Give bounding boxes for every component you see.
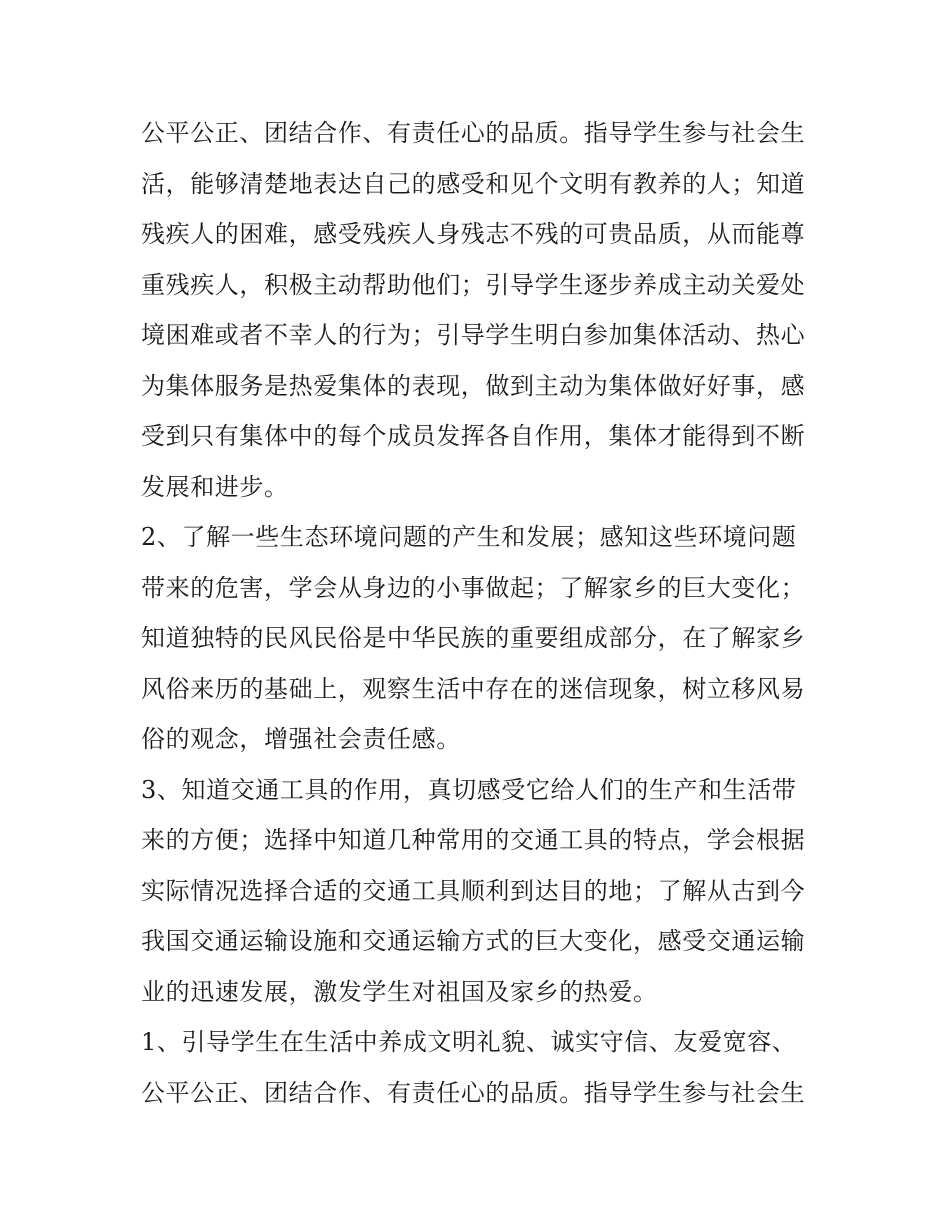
text-line: 公平公正、团结合作、有责任心的品质。指导学生参与社会生 <box>141 1078 806 1107</box>
text-line: 发展和进步。 <box>141 472 289 501</box>
text-line: 1、引导学生在生活中养成文明礼貌、诚实守信、友爱宽容、 <box>141 1028 797 1056</box>
text-line: 活，能够清楚地表达自己的感受和见个文明有教养的人；知道 <box>141 169 806 198</box>
text-line: 我国交通运输设施和交通运输方式的巨大变化，感受交通运输 <box>141 927 806 955</box>
text-line: 来的方便；选择中知道几种常用的交通工具的特点，学会根据 <box>141 826 806 854</box>
text-line: 境困难或者不幸人的行为；引导学生明白参加集体活动、热心 <box>141 321 806 349</box>
text-line: 重残疾人，积极主动帮助他们；引导学生逐步养成主动关爱处 <box>141 270 806 299</box>
text-line: 知道独特的民风民俗是中华民族的重要组成部分，在了解家乡 <box>141 624 806 652</box>
text-line: 实际情况选择合适的交通工具顺利到达目的地；了解从古到今 <box>141 876 806 905</box>
text-line: 为集体服务是热爱集体的表现，做到主动为集体做好好事，感 <box>141 371 806 400</box>
text-line: 俗的观念，增强社会责任感。 <box>141 725 461 753</box>
text-line: 风俗来历的基础上，观察生活中存在的迷信现象，树立移风易 <box>141 674 806 703</box>
text-line: 业的迅速发展，激发学生对祖国及家乡的热爱。 <box>141 977 658 1006</box>
text-line: 3、知道交通工具的作用，真切感受它给人们的生产和生活带 <box>141 775 797 804</box>
text-line: 带来的危害，学会从身边的小事做起；了解家乡的巨大变化； <box>141 573 806 602</box>
text-line: 受到只有集体中的每个成员发挥各自作用，集体才能得到不断 <box>141 422 806 450</box>
text-line: 2、了解一些生态环境问题的产生和发展；感知这些环境问题 <box>141 523 797 551</box>
text-line: 残疾人的困难，感受残疾人身残志不残的可贵品质，从而能尊 <box>141 220 806 248</box>
body-text <box>141 108 821 1118</box>
text-line: 公平公正、团结合作、有责任心的品质。指导学生参与社会生 <box>141 119 806 147</box>
